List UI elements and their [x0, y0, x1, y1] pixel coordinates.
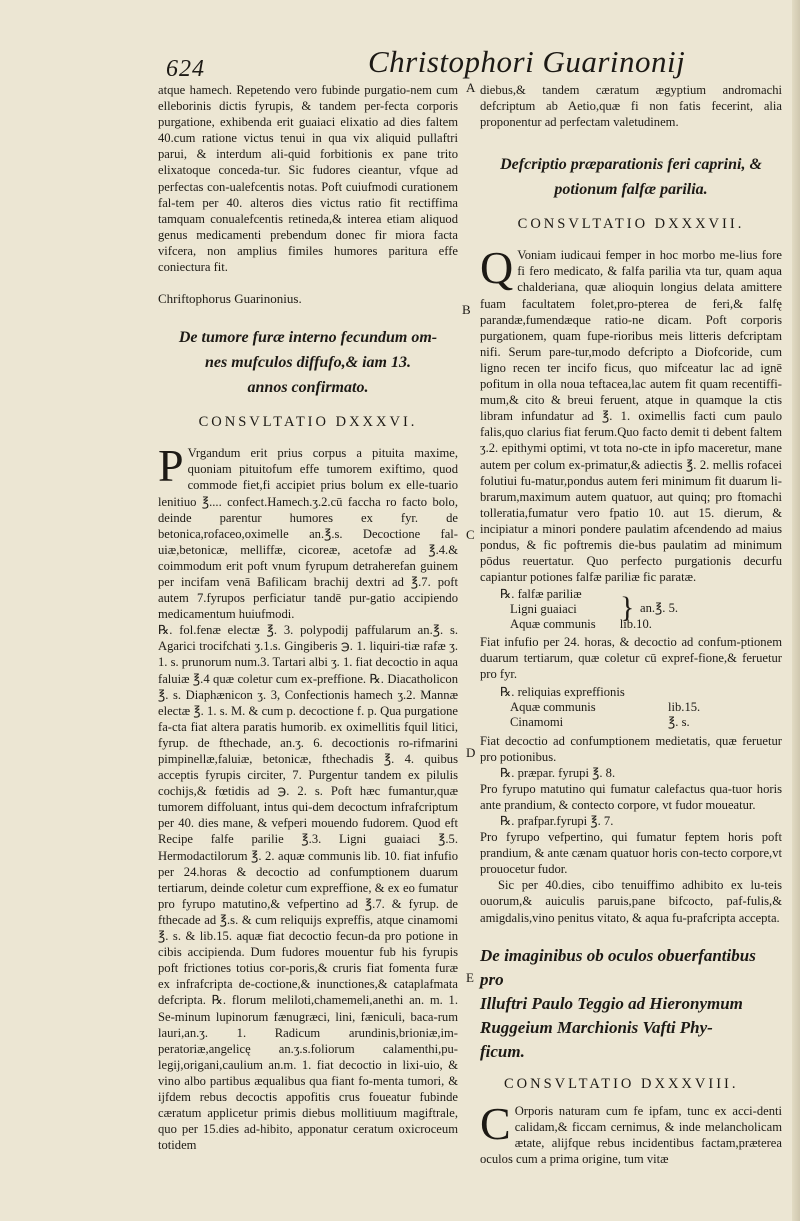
page-header: [160, 42, 780, 82]
recipe-block-1: [500, 587, 782, 632]
recipe-line: ℞. præpar. fyrupi ℥. 8.: [500, 765, 616, 780]
recipe-line: ℞. falfæ pariliæ: [500, 587, 582, 602]
right-paragraph-2: Voniam iudicaui femper in hoc morbo me-lius fore fi fero medicato, & falfa parilia vta tur, quam aqua chalderiana, quæ alioquin longius delata amittere fuam facultatem folet,pro-pterea de feri,& falfę parandæ,fumendæque ratio-ne dicam. Poft corporis purgationem, quam fupe-rioribus meis litteris defcriptam nifi. Serum pare-tur,modo defcripto a Diofcoride, cum ligno recen ter incifo ficus, quo mifceatur lac ad ignē pofitum in olla noua teftacea,lac autem fit quam recentiffi-mum,& cito & breui feruent, atque in quamque la ctis libram infundatur ad ℥. 1. oximellis facti cum paulo falis,quo clarius fiat ferum.Quo facto demit ti debent faltem ʒ.2. epithymi optimi, vt tota no-cte in ipfo maceretur, mane autem per colum ex-primatur,& adiectis ℥. 2. mellis rofacei folutiui fu-matur,pondus autem feri minimum fit duarum li-brarum,maximum autem quatuor, aut quinq; pro ftomachi tolleratia,fumatur vero fpatio 10. aut 15. dierum, & incipiatur a minori pondere paulatim afcendendo ad maius pondus, & fic poftremis die-bus paulatim ad minimum pōdus reuertatur. Quo perfecto purgationis decurfu capiantur potiones falfæ pariliæ fic paratæ.: [480, 248, 782, 585]
recipe-amount: lib.15.: [668, 699, 701, 714]
margin-marker-b: B: [462, 302, 471, 317]
drop-cap: P: [158, 440, 184, 492]
heading-line: ficum.: [480, 1041, 525, 1061]
section-heading-537: [480, 152, 782, 202]
right-paragraph-4: Fiat decoctio ad confumptionem medietatis, quæ feruetur pro potionibus.: [480, 733, 782, 764]
heading-line: De tumore furæ interno fecundum om-: [178, 329, 438, 347]
left-column: [158, 82, 458, 1153]
running-head: Christophori Guarinonij: [368, 44, 686, 79]
section-heading-536: [158, 325, 458, 400]
signature: Chriftophorus Guarinonius.: [158, 291, 302, 307]
right-paragraph-1: diebus,& tandem cæratum ægyptium andromachi defcriptum ab Aetio,quæ fi non fatis fecerint, alia proponentur ad perfectam valetudinem.: [480, 83, 782, 130]
consultatio-title: CONSVLTATIO DXXXVI.: [198, 414, 418, 431]
recipe-line: Aquæ communis: [510, 699, 596, 714]
heading-line: Defcriptio præparationis feri caprini, &: [500, 156, 762, 174]
heading-line: Illuftri Paulo Teggio ad Hieronymum: [480, 993, 743, 1013]
left-paragraph-3: ℞. fol.fenæ electæ ℥. 3. polypodij paffularum an.℥. s. Agarici trocifchati ʒ.1.s. Gingiberis ℈. 1. liquiri-tiæ rafæ ʒ. 1. s. prunorum num.3. Tartari albi ʒ. 1. fiat decoctio in aqua faluiæ ℥.4 quæ coletur cum ex-preffione. ℞. Diacatholicon ℥. s. Diaphænicon ʒ. 3, Confectionis hamech ʒ.2. Mannæ electæ ℥. 1. s. M. & cum p. decoctione f. p. Qua purgatione fa-cta fiat altera paratis humorib. ex oximellitis fquil litici, fyrup. de fthechade, an.ʒ. 6. decoctionis ro-rifmarini pimpinellæ,faluiæ, betonicæ, fthechadis ℥. 4. quibus acceptis fyrupis circiter, 7. Purgentur tandem ex pilulis cochijs,& fœtidis ad ℈. 2. s. Poft hæc fumantur,quæ tumorem diffoluant, intus qui-dem decoctum infrafcriptum per 40. dies mane, & vefperi mouendo fudorem. Quod eft Recipe falfe parilie ℥.3. Ligni guaiaci ℥.5. Hermodactilorum ℥. 2. aquæ communis lib. 10. fiat infufio per 24.horas & decoctio ad confumptionem duarum tertiarum, deinde coletur cum expreffione, & ex eo fumatur pro fyrupo matutino,& vefpertino ad ℥.7. & fyrup. de fthecade ad ℥.s. & cum reliquijs expreffis, atque cinamomi ℥. s. & lib.15. aquæ fiat decoctio fecun-da pro potione in cibis accipienda. Dum fudores mouentur fub his fyrupis poft frictiones totius cor-poris,& cruris fiat fomenta furæ ex infrafcripta de-coctione,& inunctiones,& cataplafmata defcripta. ℞. florum meliloti,chamemeli,anethi an. m. 1. Se-minum lupinorum fænugræci, lini, fæniculi, baca-rum lauri,an.ʒ. 1. Radicum arundinis,brioniæ,im-peratoriæ,angelicę an.ʒ.s.foliorum calamenthi,pu-legij,origani,caulium an.m. 1. fiat decoctio in lixi-uio, & vino albo partibus æqualibus qua fiant fo-menta tumori, & ijfdem rebus decoctis appofitis crus foueatur fubinde cæratum applicetur primis diebus mollitiuum magiftrale, quo per 15.dies ad-hibito, apponatur ceratum oxicroceum totidem: [158, 623, 459, 1153]
right-paragraph-8: Orporis naturam cum fe ipfam, tunc ex acci-denti calidam,& ficcam cernimus, & inde melancholicam ætate, alijfque rebus incidentibus factam,præterea oculos cum a prima origine, tum vitæ: [480, 1103, 782, 1166]
consultatio-title: CONSVLTATIO DXXXVII.: [517, 216, 745, 233]
drop-cap: C: [480, 1097, 511, 1149]
brace-glyph: }: [620, 591, 635, 625]
right-paragraph-6: Pro fyrupo vefpertino, qui fumatur feptem horis poft prandium, & ante cænam quatuor horis con-tecto corpore,vt prouocetur fudor.: [480, 830, 782, 877]
consultatio-body: [480, 1097, 782, 1167]
heading-line: annos confirmato.: [247, 379, 369, 397]
right-paragraph-7: Sic per 40.dies, cibo tenuiffimo adhibito ex lu-teis ouorum,& auiculis paruis,pane bifcocto, paf-fulis,& amigdalis,vino penitus vitato, & aqua fu-prafcripta accepta.: [480, 878, 782, 925]
recipe-line: ℞. prafpar.fyrupi ℥. 7.: [500, 814, 614, 828]
recipe-line: Cinamomi: [510, 715, 564, 730]
left-paragraph-1: atque hamech. Repetendo vero fubinde purgatio-nem cum elleborinis dictis fyrupis, & tandem per-fecta corporis purgatione, exhibenda erit guaiaci elixatio ad dies faltem 40.cum ratione victus tenui in qua vix aliquid pullaftri parui, & interdum ali-quid forbitionis ex pane trito elixatoque conceda-tur. Sic fudores cieantur, vfque ad perfectas con-ualefcentis notas. Poft cuiufmodi curationem fal-tem per 40. alteros dies victus ratio fit rectiffima tamquam conualefcentis retineda,& interea etiam aliquod genus medicamenti prebendum donec fir miora facta vifcera, non amplius fimiles humores paritura effe coniectura fit.: [158, 83, 458, 275]
right-paragraph-3: Fiat infufio per 24. horas, & decoctio ad confum-ptionem duarum tertiarum, quæ coletur cū expref-fione,& feruetur pro fyr.: [480, 635, 782, 682]
margin-marker-a: A: [466, 80, 476, 95]
left-paragraph-2: Vrgandum erit prius corpus a pituita maxime, quoniam pituitofum effe tumorem exiftimo, quod commode fiet,fi accipiet prius bolum ex elle-tuario lenitiuo ℥.... confect.Hamech.ʒ.2.cū faccha ro facto bolo, deinde parentur humores ex fyr. de betonica,rofaceo,oximelle an.℥.s. Decoctione fal-uiæ,betonicæ, melliffæ, cicoreæ, acetofæ ad ℥.4.& coimmodum erit poft vnum fyrupum detraherefan guinem per incifam venā Bafilicam brachij dextri ad ℥.7. poft autem 7.fyrupos perficiatur tandē pur-gatio accipiendo medicamentum huiufmodi.: [158, 446, 458, 622]
heading-line: Ruggeium Marchionis Vafti Phy-: [480, 1017, 713, 1037]
recipe-amount: an.℥. 5.: [640, 601, 679, 616]
recipe-amount: ℥. s.: [668, 715, 690, 730]
section-heading-538: [480, 944, 782, 1064]
heading-line: nes mufculos diffufo,& iam 13.: [205, 354, 411, 372]
heading-line: potionum falfæ parilia.: [554, 181, 708, 199]
consultatio-body: [158, 440, 458, 622]
margin-marker-c: C: [466, 527, 475, 542]
recipe-line: Aquæ communis: [510, 617, 596, 632]
drop-cap: Q: [480, 242, 514, 294]
recipe-block-2: [500, 685, 782, 731]
recipe-amount: lib.10.: [619, 617, 652, 632]
consultatio-title: CONSVLTATIO DXXXVIII.: [504, 1075, 739, 1092]
right-paragraph-5: Pro fyrupo matutino qui fumatur calefactus qua-tuor horis ante prandium, & contecto corpore, vt fudor moueatur.: [480, 781, 782, 812]
page-number: 624: [166, 56, 205, 82]
margin-marker-d: D: [466, 745, 476, 760]
recipe-line: ℞. reliquias expreffionis: [500, 684, 625, 699]
consultatio-body: [480, 242, 782, 585]
margin-marker-e: E: [466, 970, 474, 985]
heading-line: De imaginibus ob oculos obuerfantibus pro: [480, 945, 756, 989]
right-column: [480, 82, 782, 1167]
page-edge-shadow: [792, 0, 800, 1221]
recipe-line: Ligni guaiaci: [510, 602, 577, 617]
